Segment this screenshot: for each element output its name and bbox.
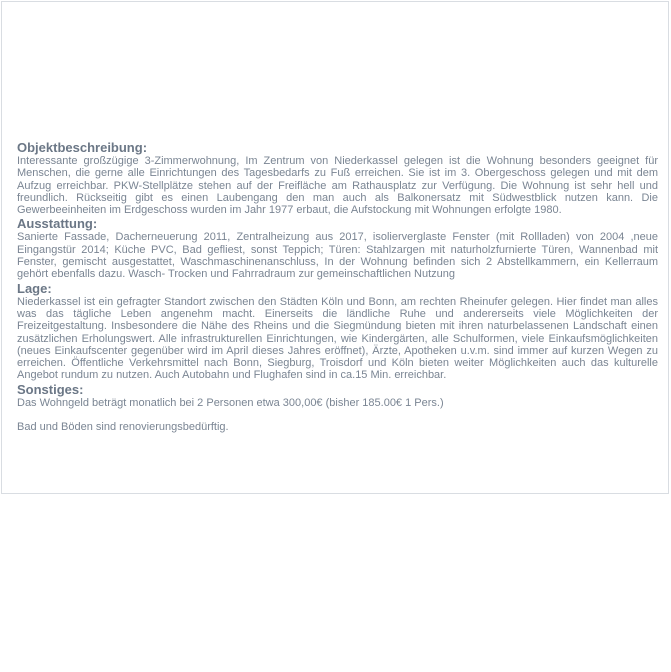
section-text-objektbeschreibung: Interessante großzügige 3-Zimmerwohnung, Im Zentrum von Niederkassel gelegen ist die Wohnung besonders geeignet für Menschen, die gerne alle Einrichtungen des Tagesbedarfs zu Fuß erreichen. Sie ist im 3. Obergeschoss gelegen und mit dem Aufzug erreichbar. PKW-Stellplätze stehen auf der Freifläche am Rathausplatz zur Verfügung. Die Wohnung ist sehr hell und freundlich. Rückseitig gibt es einen Laubengang den man auch als Balkonersatz mit Südwestblick nutzen kann. Die Gewerbeeinheiten im Erdgeschoss wurden im Jahr 1977 erbaut, die Aufstockung mit Wohnungen erfolgte 1980. [17,155,658,217]
section-heading-sonstiges: Sonstiges: [17,381,84,397]
description-content [17,140,658,433]
description-panel [1,1,669,494]
section-text-lage: Niederkassel ist ein gefragter Standort zwischen den Städten Köln und Bonn, am rechten Rheinufer gelegen. Hier findet man alles was das tägliche Leben angenehm macht. Einerseits die ländliche Ruhe und andererseits viele Möglichkeiten der Freizeitgestaltung. Insbesondere die Nähe des Rheins und die Siegmündung bieten mit ihren naturbelassenen Landschaft einen zusätzlichen Erholungswert. Alle infrastrukturellen Einrichtungen, wie Kindergärten, alle Schulformen, viele Einkaufsmöglichkeiten (neues Einkaufscenter gegenüber wird im April dieses Jahres eröffnet), Ärzte, Apotheken u.v.m. sind immer auf kurzen Wegen zu erreichen. Öffentliche Verkehrsmittel nach Bonn, Siegburg, Troisdorf und Köln bieten weiter Möglichkeiten auch das kulturelle Angebot rundum zu nutzen. Auch Autobahn und Flughafen sind in ca.15 Min. erreichbar. [17,295,658,382]
section-heading-lage: Lage: [17,280,52,296]
section-text-sonstiges-extra: Bad und Böden sind renovierungsbedürftig. [17,421,229,434]
section-heading-ausstattung: Ausstattung: [17,216,98,232]
section-text-sonstiges: Das Wohngeld beträgt monatlich bei 2 Personen etwa 300,00€ (bisher 185.00€ 1 Pers.) [17,396,444,409]
section-text-ausstattung: Sanierte Fassade, Dacherneuerung 2011, Zentralheizung aus 2017, isolierverglaste Fenster (mit Rollladen) von 2004 ,neue Eingangstür 2014; Küche PVC, Bad gefliest, sonst Teppich; Türen: Stahlzargen mit naturholzfurnierte Türen, Wannenbad mit Fenster, gemischt ausgestattet, Waschmaschinenanschluss, In der Wohnung befinden sich 2 Abstellkammern, ein Kellerraum gehört ebenfalls dazu. Wasch- Trocken und Fahrradraum zur gemeinschaftlichen Nutzung [17,231,658,281]
paragraph-spacer [17,409,658,421]
section-heading-objektbeschreibung: Objektbeschreibung: [17,140,148,155]
